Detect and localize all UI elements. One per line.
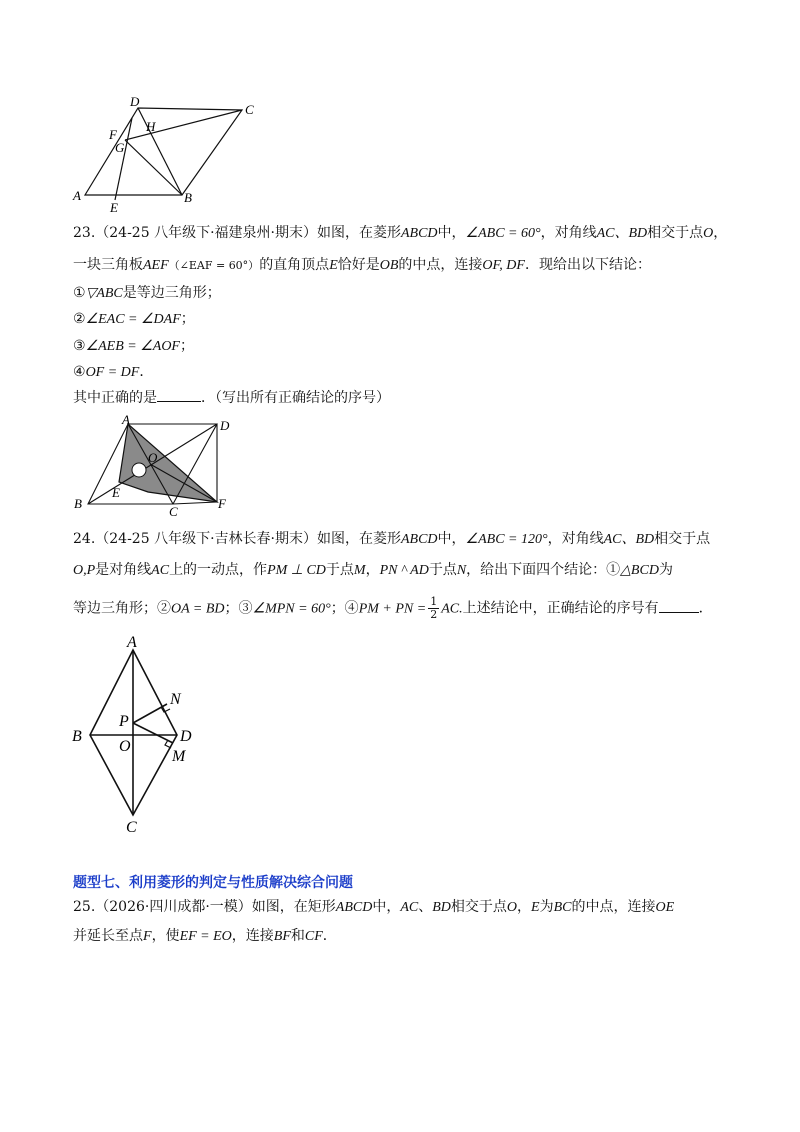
q25-line-1	[73, 897, 674, 918]
q24-fig-label-n: N	[170, 691, 181, 708]
q24-fig-label-m: M	[172, 748, 186, 765]
q23-ask	[73, 387, 390, 408]
q25-cf: CF	[304, 929, 323, 944]
q23-conclusion-1	[73, 283, 221, 304]
q24-text: ．	[698, 600, 713, 617]
q24-text: 于点	[428, 562, 457, 578]
q25-f: F	[143, 929, 152, 944]
q24-n: N	[456, 563, 467, 578]
q24-fig-label-p: P	[119, 713, 129, 730]
figure-q23	[62, 412, 242, 520]
q23-text: 中，	[437, 225, 466, 241]
q25-bf: BF	[273, 929, 291, 944]
q23-fig-label-b: B	[74, 496, 82, 511]
fig22-label-c: C	[245, 102, 254, 117]
q24-abcd: ABCD	[400, 532, 438, 547]
q23-c1-num: ①	[73, 285, 86, 301]
q23-c2-text: ；	[180, 311, 195, 327]
q23-c3-text: ；	[179, 338, 194, 354]
q24-frac-den: 2	[430, 608, 438, 621]
q23-eaf-angle: （∠EAF = 60°）	[168, 259, 260, 272]
q24-fig-label-d: D	[180, 728, 192, 745]
q24-text: 等边三角形；②	[73, 600, 171, 617]
q25-text: 的中点，连接	[571, 899, 656, 915]
section-heading: 题型七、利用菱形的判定与性质解决综合问题	[73, 875, 353, 891]
q23-text: ，	[713, 225, 728, 241]
q24-line-3	[73, 596, 713, 621]
q23-point-e: E	[329, 258, 338, 273]
q24-text: 为	[658, 562, 673, 578]
q23-c2-math: ∠EAC = ∠DAF	[85, 312, 181, 327]
q24-text: 24.（24-25 八年级下·吉林长春·期末）如图，在菱形	[73, 531, 401, 547]
q24-ac: AC	[151, 563, 170, 578]
q23-fig-label-d: D	[220, 418, 230, 433]
q24-text: 上的一动点，作	[169, 562, 268, 578]
figure-parallelogram	[60, 90, 260, 220]
fig22-label-d: D	[130, 94, 140, 109]
fig22-label-f: F	[109, 127, 117, 142]
q24-diagonals: AC、BD	[603, 532, 655, 547]
q23-c3-num: ③	[73, 338, 86, 354]
q23-text: 一块三角板	[73, 257, 143, 273]
q23-conclusion-2	[73, 309, 195, 330]
q23-c1-math: ▽ABC	[85, 286, 123, 301]
q24-fig-label-a: A	[127, 634, 137, 651]
q25-line-2	[73, 926, 337, 947]
q24-angle-condition: ∠ABC = 120°	[465, 532, 548, 547]
q24-text: 是对角线	[95, 562, 152, 578]
q23-c3-math: ∠AEB = ∠AOF	[85, 339, 180, 354]
fig22-label-b: B	[184, 190, 192, 205]
q23-line-2	[73, 255, 651, 276]
q23-text: 的中点，连接	[398, 257, 483, 273]
q24-line-2	[73, 560, 673, 581]
q24-line-1	[73, 529, 710, 550]
q23-diagonals: AC、BD	[596, 226, 648, 241]
q24-text: ；③	[224, 600, 253, 617]
q24-text: 相交于点	[654, 531, 711, 547]
q25-text: 为	[539, 899, 554, 915]
q23-ob: OB	[379, 258, 399, 273]
q25-text: 相交于点	[450, 899, 507, 915]
q24-text: ，给出下面四个结论：①	[466, 562, 621, 578]
q24-c2: OA = BD	[171, 601, 225, 617]
q24-frac-num: 1	[430, 595, 438, 608]
fig22-label-e: E	[110, 200, 118, 215]
q24-c4b: AC.	[441, 601, 463, 617]
q23-aef: AEF	[143, 258, 169, 273]
q24-text: ；④	[330, 600, 359, 617]
figure-q24	[65, 630, 235, 840]
q23-of-df: OF, DF	[482, 258, 525, 273]
q23-text: 相交于点	[647, 225, 704, 241]
q25-bc: BC	[553, 900, 572, 915]
q25-o: O	[506, 900, 518, 915]
q24-text: 中，	[437, 531, 466, 547]
q23-answer-blank[interactable]	[157, 387, 201, 402]
q25-text: ．	[322, 928, 337, 944]
q25-text: ，	[517, 899, 532, 915]
q23-line-1	[73, 223, 727, 244]
q23-c1-text: 是等边三角形；	[122, 285, 221, 301]
q24-m: M	[353, 563, 366, 578]
q24-c4a: PM + PN =	[358, 601, 427, 617]
q24-text: ，对角线	[547, 531, 604, 547]
q24-fig-label-o: O	[119, 738, 131, 755]
fig22-label-g: G	[115, 140, 125, 155]
q25-oe: OE	[655, 900, 675, 915]
q23-fig-label-a: A	[122, 412, 130, 427]
q23-ask-text: 其中正确的是	[73, 390, 157, 406]
q23-conclusion-3	[73, 336, 194, 357]
q23-abcd: ABCD	[400, 226, 438, 241]
q24-fig-label-c: C	[126, 819, 137, 836]
q23-c4-num: ④	[73, 364, 86, 380]
q25-ac: AC	[400, 900, 419, 915]
q23-text: ．现给出以下结论：	[524, 257, 651, 273]
q25-text: 中，	[372, 899, 401, 915]
q25-text: 25.（2026·四川成都·一模）如图，在矩形	[73, 899, 336, 915]
q23-angle-condition: ∠ABC = 60°	[465, 226, 541, 241]
q24-pn: PN ^ AD	[379, 563, 429, 578]
q24-text: ，	[365, 562, 380, 578]
q23-fig-label-o: O	[148, 450, 158, 465]
q23-text: ，对角线	[540, 225, 597, 241]
q23-c2-num: ②	[73, 311, 86, 327]
q23-ask-text: ．（写出所有正确结论的序号）	[201, 390, 390, 406]
q25-e: E	[531, 900, 540, 915]
q23-text: 的直角顶点	[259, 257, 330, 273]
q25-text: ，连接	[231, 928, 274, 944]
q24-op: O,P	[73, 563, 96, 578]
q23-fig-label-e: E	[112, 485, 120, 500]
q23-text: 23.（24-25 八年级下·福建泉州·期末）如图，在菱形	[73, 225, 401, 241]
q23-fig-label-c: C	[169, 504, 178, 519]
q24-c1: △BCD	[620, 563, 659, 578]
q25-abcd: ABCD	[335, 900, 373, 915]
q23-conclusion-4	[73, 362, 153, 383]
q25-text: ，使	[151, 928, 180, 944]
q25-bd: BD	[432, 900, 451, 915]
q24-c3: ∠MPN = 60°	[252, 601, 331, 617]
q23-c4-text: ．	[139, 364, 154, 380]
q23-fig-label-f: F	[218, 496, 226, 511]
q23-text: 恰好是	[337, 257, 380, 273]
q24-fig-label-b: B	[72, 728, 82, 745]
q25-text: 和	[290, 928, 305, 944]
q24-answer-blank[interactable]	[659, 598, 699, 613]
q23-point-o: O	[703, 226, 714, 241]
q24-pm: PM ⊥ CD	[267, 563, 326, 578]
q25-ef-eo: EF = EO	[179, 929, 232, 944]
q23-c4-math: OF = DF	[85, 365, 140, 380]
q24-text: 上述结论中，正确结论的序号有	[462, 600, 659, 617]
fig22-label-h: H	[146, 119, 156, 134]
fig22-label-a: A	[73, 188, 81, 203]
q25-text: 、	[418, 899, 433, 915]
q24-text: 于点	[325, 562, 354, 578]
q25-text: 并延长至点	[73, 928, 143, 944]
q24-fraction	[428, 596, 439, 621]
